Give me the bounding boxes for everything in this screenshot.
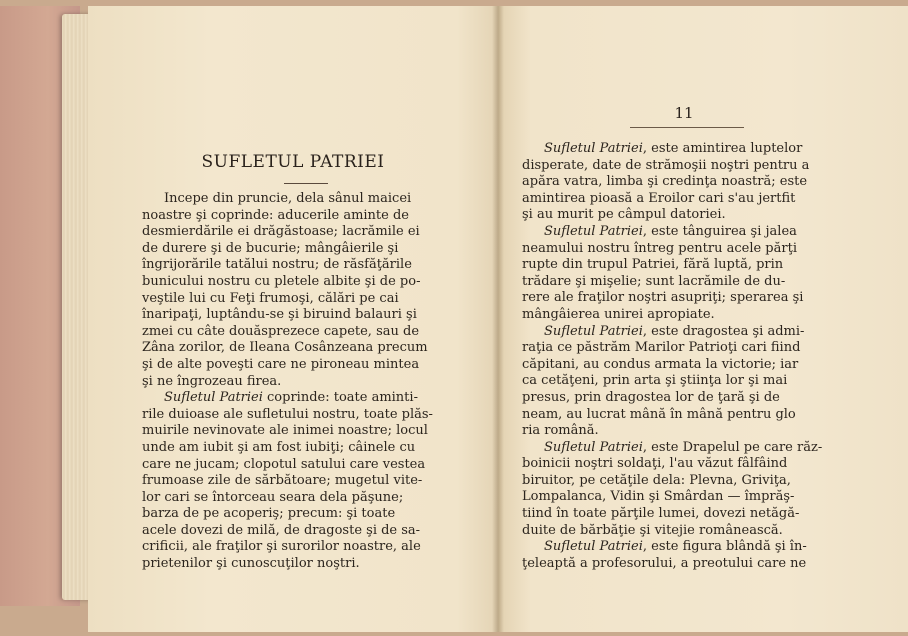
text-line: de durere şi de bucurie; mângâierile şi: [142, 240, 399, 256]
emphasis: Sufletul Patriei: [544, 141, 643, 156]
text-line: şi ne îngrozeau firea.: [142, 373, 282, 389]
text-line: şi au murit pe câmpul datoriei.: [522, 207, 726, 223]
chapter-title: SUFLETUL PATRIEI: [201, 152, 385, 172]
text-line: amintirea pioasă a Eroilor cari s'au jertfit: [522, 190, 796, 206]
emphasis: Sufletul Patriei: [544, 323, 643, 339]
text-line: presus, prin dragostea lor de ţară şi de: [522, 389, 780, 405]
left-page-text: [142, 191, 466, 573]
text-line: Sufletul Patriei, este dragostea şi admi-: [544, 323, 805, 339]
text-line: înaripaţi, luptându-se şi biruind balauri şi: [142, 307, 417, 323]
text-line: ţeleaptă a profesorului, a preotului care ne: [522, 555, 807, 571]
text-line: boinicii noştri soldaţi, l'au văzut fâlfâind: [522, 456, 788, 472]
emphasis: Sufletul Patriei: [544, 223, 643, 239]
title-rule: [284, 183, 328, 184]
text-line: noastre şi coprinde: aducerile aminte de: [142, 207, 409, 223]
text-line: acele dovezi de milă, de dragoste şi de sa-: [142, 522, 421, 538]
text-line: prietenilor şi cunoscuţilor noştri.: [142, 556, 360, 572]
text-line: căpitani, au condus armata la victorie; iar: [522, 356, 799, 372]
page-number-rule: [630, 127, 744, 128]
text-line: Lompalanca, Vidin şi Smârdan — împrăş-: [522, 489, 795, 505]
left-page: [88, 6, 498, 632]
text-line: raţia ce păstrăm Marilor Patrioţi cari fiind: [522, 340, 801, 356]
text-line: apăra vatra, limba şi credinţa noastră; este: [522, 174, 808, 190]
text-line: neam, au lucrat mână în mână pentru glo: [522, 406, 796, 422]
text-line: barza de pe acoperiş; precum: şi toate: [142, 506, 396, 522]
text-line: unde am iubit şi am fost iubiţi; câinele cu: [142, 439, 416, 455]
text-line: Sufletul Patriei, este amintirea luptelor: [544, 141, 803, 156]
text-line: Sufletul Patriei, este figura blândă şi în-: [544, 539, 807, 555]
text-line: desmierdările ei drăgăstoase; lacrămile ei: [142, 224, 420, 240]
text-line: neamului nostru întreg pentru acele părţi: [522, 240, 797, 256]
right-page: [498, 6, 908, 632]
text-line: trădare şi mişelie; sunt lacrămile de du-: [522, 273, 786, 289]
text-line: îngrijorările tatălui nostru; de răsfăţările: [142, 257, 412, 273]
text-line: bunicului nostru cu pletele albite şi de po-: [142, 273, 421, 289]
emphasis: Sufletul Patriei: [544, 539, 643, 555]
text-line: mângâierea unirei apropiate.: [522, 306, 715, 322]
text-line: Zâna zorilor, de Ileana Cosânzeana precum: [142, 340, 428, 356]
text-line: zmei cu câte douăsprezece capete, sau de: [142, 323, 420, 339]
book-gutter: [492, 6, 504, 632]
text-line: rere ale fraţilor noştri asupriţi; sperarea şi: [522, 290, 804, 306]
text-line: rupte din trupul Patriei, fără luptă, prin: [522, 257, 784, 273]
text-line: Sufletul Patriei, este Drapelul pe care răz-: [544, 439, 823, 455]
text-line: disperate, date de strămoşii noştri pentru a: [522, 157, 810, 173]
text-line: crificii, ale fraţilor şi surorilor noastre, ale: [142, 539, 421, 555]
text-line: lor cari se întorceau seara dela păşune;: [142, 489, 404, 505]
text-line: ca cetăţeni, prin arta şi ştiinţa lor şi mai: [522, 373, 788, 389]
text-line: Sufletul Patriei, este tânguirea şi jalea: [544, 223, 797, 239]
right-page-text: [522, 141, 846, 572]
text-line: veştile lui cu Feţi frumoşi, călări pe cai: [142, 290, 399, 306]
text-line: rile duioase ale sufletului nostru, toate plăs-: [142, 406, 433, 422]
page-number: 11: [674, 104, 694, 122]
text-line: muirile nevinovate ale inimei noastre; locul: [142, 423, 428, 439]
text-line: care ne jucam; clopotul satului care vestea: [142, 456, 426, 472]
text-line: frumoase zile de sărbătoare; mugetul vite-: [142, 473, 423, 489]
text-line: biruitor, pe cetăţile dela: Plevna, Griviţa,: [522, 472, 791, 488]
text-line: ria română.: [522, 423, 599, 439]
text-line: duite de bărbăţie şi vitejie românească.: [522, 522, 783, 538]
text-line: tiind în toate părţile lumei, dovezi netăgă-: [522, 506, 800, 522]
text-line: Incepe din pruncie, dela sânul maicei: [164, 191, 412, 206]
emphasis: Sufletul Patriei: [544, 439, 643, 455]
text-line: Sufletul Patriei coprinde: toate aminti-: [164, 390, 418, 406]
emphasis: Sufletul Patriei: [164, 390, 263, 406]
text-line: şi de alte poveşti care ne pironeau mintea: [142, 356, 420, 372]
